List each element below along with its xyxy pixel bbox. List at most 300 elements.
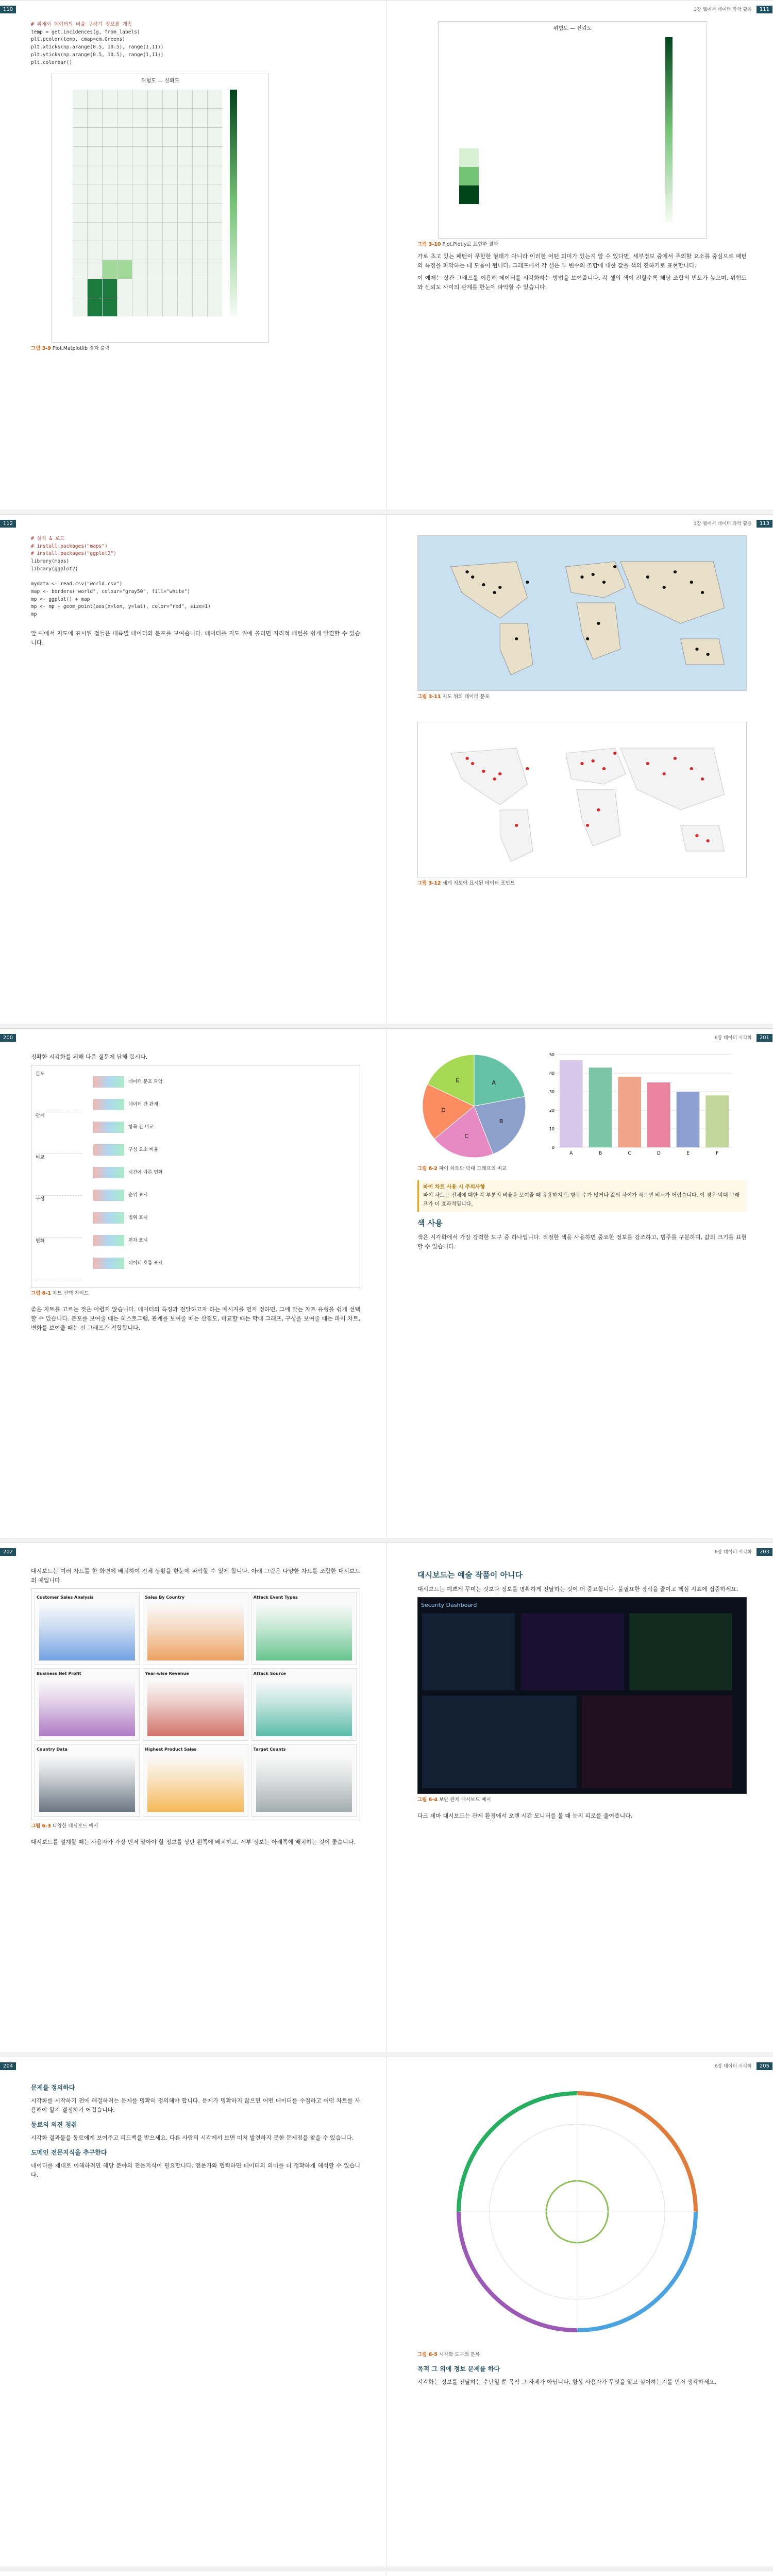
bar (647, 1082, 670, 1147)
heatmap-cell (103, 109, 117, 127)
question-label: 구성 (36, 1196, 82, 1238)
page-201 (386, 1029, 772, 1538)
body-paragraph: 시각화 결과물을 동료에게 보여주고 피드백을 받으세요. 다른 사람의 시각에서 보면 미처 발견하지 못한 문제점을 찾을 수 있습니다. (31, 2134, 354, 2141)
running-head: 3장 웹에서 데이터 과학 활용 (694, 7, 752, 12)
dashboard-tile-graphic (39, 1604, 135, 1660)
section-heading: 동료의 의견 청취 (31, 2121, 77, 2129)
heatmap-cell (148, 223, 162, 241)
heatmap-cell (208, 184, 222, 203)
dashboard-tile-graphic (39, 1680, 135, 1736)
heatmap-cell (163, 165, 177, 184)
heatmap-cell (73, 204, 87, 222)
heatmap-cell (479, 56, 498, 74)
heatmap-cell (193, 147, 207, 165)
heatmap-cell (577, 111, 596, 130)
guide-item-label: 범위 표시 (128, 1215, 148, 1221)
heatmap-cell (557, 56, 577, 74)
heatmap-cell (132, 223, 147, 241)
y-tick-label: 50 (549, 1053, 554, 1057)
heatmap-cell (103, 165, 117, 184)
guide-item (93, 1207, 355, 1229)
map-point (586, 824, 589, 827)
dashboard-tile (143, 1744, 248, 1817)
heatmap-cell (537, 130, 557, 148)
x-tick-label: D (657, 1151, 661, 1156)
map-point (674, 570, 677, 573)
heatmap-cell (178, 109, 192, 127)
heatmap-cell (479, 93, 498, 111)
heatmap-cell (132, 260, 147, 279)
chart-thumbnail (93, 1122, 124, 1133)
heatmap-cell (459, 185, 479, 204)
heatmap-cell (596, 167, 616, 185)
heatmap-cell (193, 128, 207, 146)
circle-diagram (417, 2078, 737, 2346)
figure-caption: 그림 3-10 Plot.Plotly로 표현한 결과 (417, 242, 498, 247)
heatmap-cell (132, 184, 147, 203)
chart-thumbnail (93, 1167, 124, 1178)
x-tick-label: C (628, 1151, 631, 1156)
heatmap-cell (537, 56, 557, 74)
pie-chart (417, 1049, 531, 1163)
heatmap-cell (577, 167, 596, 185)
page-content (31, 535, 360, 1013)
heatmap-cell (193, 204, 207, 222)
heatmap-cell (459, 37, 479, 56)
heatmap-cell (88, 298, 102, 317)
heatmap-cell (103, 298, 117, 317)
page-number: 112 (0, 520, 16, 528)
heatmap-cell (616, 111, 635, 130)
dark-panel (422, 1613, 515, 1690)
heatmap-cell (73, 223, 87, 241)
guide-item (93, 1071, 355, 1093)
body-paragraph: 데이터를 제대로 이해하려면 해당 분야의 전문지식이 필요합니다. 전문가와 협력하면 데이터의 의미를 더 정확하게 해석할 수 있습니다. (31, 2162, 360, 2178)
guide-items (93, 1071, 355, 1275)
guide-item-label: 구성 요소 비율 (128, 1147, 158, 1153)
chart-thumbnail (93, 1076, 124, 1088)
code-line: library(maps) (31, 558, 70, 565)
heatmap-cell (88, 279, 102, 298)
code-line: plt.xticks(np.arange(0.5, 10.5), range(1,11)) (31, 44, 164, 50)
map-point (493, 777, 496, 781)
heatmap-cell (577, 148, 596, 167)
heatmap-cell (479, 111, 498, 130)
question-labels (36, 1071, 82, 1279)
world-map-1 (417, 535, 747, 691)
heatmap-cell (498, 130, 518, 148)
guide-item-label: 데이터 간 관계 (128, 1101, 158, 1107)
heatmap-cell (596, 185, 616, 204)
heatmap-cell (193, 298, 207, 317)
figure-caption: 그림 6-2 파이 차트와 막대 그래프의 비교 (417, 1166, 507, 1172)
heatmap-cell (178, 128, 192, 146)
dashboard-tile-title: Year-wise Revenue (145, 1671, 189, 1676)
heatmap-cell (459, 74, 479, 93)
heatmap-cell (148, 298, 162, 317)
pie-label: B (499, 1117, 503, 1125)
body-paragraph: 다크 테마 대시보드는 관제 환경에서 오랜 시간 모니터를 볼 때 눈의 피로를 줄여줍니다. (417, 1812, 633, 1819)
dashboard-tile (251, 1668, 357, 1741)
heatmap-cell (117, 279, 132, 298)
figure-caption: 그림 3-11 지도 위의 데이터 분포 (417, 694, 490, 700)
heatmap-cell (518, 130, 537, 148)
heatmap-cell (148, 165, 162, 184)
heatmap-cell (88, 90, 102, 108)
heatmap-cell (178, 298, 192, 317)
heatmap-cell (193, 279, 207, 298)
figure-caption: 그림 6-3 다양한 대시보드 예시 (31, 1823, 98, 1829)
heatmap-cell (132, 147, 147, 165)
heatmap-cell (557, 93, 577, 111)
code-line (31, 573, 360, 581)
heatmap-cell (479, 167, 498, 185)
body-paragraph: 시각화는 정보를 전달하는 수단일 뿐 목적 그 자체가 아닙니다. 항상 사용자가 무엇을 알고 싶어하는지를 먼저 생각하세요. (417, 2378, 717, 2385)
question-label: 비교 (36, 1154, 82, 1196)
heatmap-cell (518, 111, 537, 130)
heatmap-cell (208, 241, 222, 260)
heatmap-title: 위험도 — 신뢰도 (553, 26, 592, 31)
heatmap-cell (117, 90, 132, 108)
page-content (31, 1564, 360, 2042)
map-point (690, 581, 693, 584)
code-line: # install.packages("maps") (31, 543, 108, 549)
dashboard-tile-graphic (147, 1756, 243, 1812)
dashboard-tile-title: Customer Sales Analysis (37, 1595, 94, 1600)
map-point (597, 808, 600, 811)
code-line: plt.colorbar() (31, 59, 73, 65)
page-206 (0, 2571, 386, 2576)
heatmap-cell (518, 37, 537, 56)
heatmap-cell (117, 204, 132, 222)
map-point (613, 752, 616, 755)
heatmap-cell (596, 93, 616, 111)
page-112 (0, 515, 386, 1024)
map-point (701, 777, 704, 781)
heatmap-cell (103, 279, 117, 298)
code-block (31, 535, 360, 619)
page-number: 202 (0, 1548, 16, 1556)
heatmap-cell (635, 56, 655, 74)
heatmap-cell (537, 185, 557, 204)
heatmap-grid (73, 90, 222, 316)
heatmap-cell (163, 147, 177, 165)
guide-item-label: 편차 표시 (128, 1238, 148, 1243)
code-line: library(ggplot2) (31, 566, 78, 572)
page-content (417, 21, 747, 499)
heatmap-cell (193, 90, 207, 108)
pie-label: C (464, 1133, 468, 1140)
guide-item (93, 1161, 355, 1184)
heatmap-cell (616, 167, 635, 185)
heatmap-cell (117, 109, 132, 127)
heatmap-cell (73, 147, 87, 165)
code-line: plt.pcolor(temp, cmap=cm.Greens) (31, 37, 126, 43)
heatmap-cell (88, 204, 102, 222)
heatmap-cell (178, 90, 192, 108)
heatmap-cell (616, 204, 635, 223)
heatmap-cell (117, 241, 132, 260)
heatmap-cell (459, 56, 479, 74)
heatmap-cell (73, 241, 87, 260)
y-tick-label: 30 (549, 1090, 554, 1094)
heatmap-cell (596, 111, 616, 130)
heatmap-cell (117, 223, 132, 241)
map-point (597, 622, 600, 625)
chart-row (417, 1049, 747, 1163)
heatmap-cell (88, 109, 102, 127)
heatmap-cell (596, 56, 616, 74)
heatmap-cell (73, 90, 87, 108)
heatmap-cell (103, 184, 117, 203)
code-line: mp (31, 612, 37, 618)
heatmap-cell (616, 130, 635, 148)
section-heading: 도메인 전문지식을 추구한다 (31, 2149, 107, 2157)
heatmap-cell (132, 241, 147, 260)
heatmap-cell (148, 279, 162, 298)
map-point (493, 591, 496, 594)
heatmap-cell (178, 165, 192, 184)
heatmap-cell (117, 260, 132, 279)
guide-item-label: 데이터 흐름 표시 (128, 1260, 163, 1266)
heatmap-cell (557, 148, 577, 167)
heatmap-cell (616, 148, 635, 167)
map-point (580, 762, 583, 765)
heatmap-cell (103, 241, 117, 260)
heatmap-cell (103, 128, 117, 146)
dashboard-tile-graphic (39, 1756, 135, 1812)
heatmap-cell (103, 260, 117, 279)
heatmap-cell (518, 185, 537, 204)
figure-caption: 그림 6-5 시각화 도구의 분류 (417, 2352, 480, 2358)
page-202 (0, 1543, 386, 2052)
guide-item (93, 1139, 355, 1161)
code-line: # 위에서 데이터의 비율 구하기 정보를 계속 (31, 22, 132, 27)
body-paragraph: 정확한 시각화를 위해 다음 질문에 답해 봅시다. (31, 1054, 148, 1060)
map-point (515, 637, 518, 640)
heatmap-grid (459, 37, 655, 223)
heatmap-cell (132, 279, 147, 298)
page-number: 203 (757, 1548, 772, 1556)
heatmap-cell (616, 185, 635, 204)
dashboard-tile-title: Highest Product Sales (145, 1747, 197, 1752)
heatmap-cell (635, 37, 655, 56)
heatmap-cell (163, 279, 177, 298)
page-number: 205 (757, 2062, 772, 2070)
heatmap-cell (537, 37, 557, 56)
heatmap-cell (596, 130, 616, 148)
map-point (646, 575, 649, 579)
heatmap-cell (148, 184, 162, 203)
guide-item-label: 시간에 따른 변화 (128, 1170, 163, 1175)
dashboard-tile-title: Attack Event Types (253, 1595, 298, 1600)
dashboard-tile-title: Business Net Profit (37, 1671, 81, 1676)
page-number: 204 (0, 2062, 16, 2070)
running-head: 6장 데이터 시각화 (714, 2064, 752, 2069)
heatmap-cell (178, 241, 192, 260)
dark-dashboard (417, 1597, 747, 1794)
body-paragraph: 이 예제는 상관 그래프를 이용해 데이터를 시각화하는 방법을 보여줍니다. 각 셀의 색이 진할수록 해당 조합의 빈도가 높으며, 위험도와 신뢰도 사이의 관계를 한눈에 파악할 수 있습니다. (417, 274, 747, 291)
dashboard-tile-graphic (147, 1680, 243, 1736)
heatmap-cell (557, 204, 577, 223)
heatmap-cell (498, 74, 518, 93)
map-point (592, 573, 595, 576)
page-content (417, 1049, 747, 1528)
body-paragraph: 앞 예에서 지도에 표시된 점들은 대륙별 데이터의 분포를 보여줍니다. 데이터를 지도 위에 올리면 지리적 패턴을 쉽게 발견할 수 있습니다. (31, 630, 360, 647)
heatmap-cell (103, 147, 117, 165)
heatmap-cell (479, 148, 498, 167)
heatmap-cell (596, 74, 616, 93)
body-paragraph: 대시보드는 예쁘게 꾸미는 것보다 정보를 명확하게 전달하는 것이 더 중요합니다. 불필요한 장식을 줄이고 핵심 지표에 집중하세요. (417, 1585, 738, 1592)
heatmap-cell (117, 184, 132, 203)
page-content (417, 1564, 747, 2042)
heatmap-cell (577, 74, 596, 93)
heatmap-cell (557, 130, 577, 148)
dashboard-tile (251, 1744, 357, 1817)
map-point (646, 762, 649, 765)
heatmap-cell (178, 184, 192, 203)
heatmap-cell (616, 37, 635, 56)
map-point (471, 762, 474, 765)
heatmap-cell (73, 109, 87, 127)
map-point (586, 637, 589, 640)
code-line: # 설치 & 로드 (31, 536, 65, 541)
y-tick-label: 20 (549, 1108, 554, 1113)
map-point (482, 583, 485, 586)
heatmap-cell (208, 128, 222, 146)
heatmap-cell (117, 165, 132, 184)
dark-panel (629, 1613, 732, 1690)
heatmap-cell (163, 260, 177, 279)
y-tick-label: 10 (549, 1127, 554, 1131)
dashboard-tile-title: Country Data (37, 1747, 68, 1752)
heatmap-cell (148, 260, 162, 279)
question-label: 관계 (36, 1112, 82, 1154)
heatmap-cell (596, 204, 616, 223)
chart-guide-figure (31, 1065, 360, 1287)
map-point (602, 581, 606, 584)
heatmap-cell (596, 37, 616, 56)
map-point (706, 839, 709, 842)
heatmap-cell (73, 184, 87, 203)
heatmap-cell (178, 147, 192, 165)
y-tick-label: 40 (549, 1071, 554, 1076)
dashboard-tile-title: Attack Source (253, 1671, 286, 1676)
heatmap-cell (557, 185, 577, 204)
pie-label: E (456, 1077, 460, 1084)
heatmap-cell (498, 93, 518, 111)
chart-thumbnail (93, 1099, 124, 1110)
guide-item (93, 1116, 355, 1139)
heatmap-cell (459, 148, 479, 167)
heatmap-cell (163, 90, 177, 108)
heatmap-title: 위험도 — 신뢰도 (141, 78, 180, 84)
heatmap-cell (557, 167, 577, 185)
dark-dashboard-title: Security Dashboard (421, 1601, 477, 1608)
heatmap-cell (635, 111, 655, 130)
heatmap-cell (88, 128, 102, 146)
heatmap-cell (498, 148, 518, 167)
heatmap-cell (616, 74, 635, 93)
bar (618, 1077, 641, 1147)
chart-thumbnail (93, 1212, 124, 1224)
body-paragraph: 대시보드를 설계할 때는 사용자가 가장 먼저 알아야 할 정보를 상단 왼쪽에 배치하고, 세부 정보는 아래쪽에 배치하는 것이 좋습니다. (31, 1838, 356, 1845)
page-content (31, 1049, 360, 1528)
heatmap-cell (163, 223, 177, 241)
guide-item (93, 1093, 355, 1116)
map-point (701, 591, 704, 594)
heatmap-cell (208, 90, 222, 108)
dashboard-tile-graphic (256, 1756, 352, 1812)
heatmap-cell (208, 109, 222, 127)
guide-item-label: 항목 간 비교 (128, 1124, 154, 1130)
bar (560, 1060, 583, 1147)
heatmap-cell (163, 184, 177, 203)
running-head: 6장 데이터 시각화 (714, 1550, 752, 1555)
section-heading: 문제를 정의하다 (31, 2084, 75, 2091)
heatmap-cell (459, 167, 479, 185)
heatmap-cell (616, 93, 635, 111)
heatmap-cell (459, 111, 479, 130)
heatmap-cell (193, 109, 207, 127)
page-204 (0, 2057, 386, 2566)
spread-5 (0, 2057, 773, 2566)
bar (677, 1092, 700, 1147)
heatmap-cell (518, 167, 537, 185)
page-200 (0, 1029, 386, 1538)
question-label: 변화 (36, 1238, 82, 1279)
section-heading: 목적 그 외에 정보 문제를 하다 (417, 2365, 500, 2372)
spread-1 (0, 0, 773, 510)
heatmap-cell (616, 56, 635, 74)
heatmap-cell (577, 93, 596, 111)
map-point (602, 767, 606, 770)
heatmap-cell (518, 56, 537, 74)
section-heading: 색 사용 (417, 1218, 443, 1228)
body-paragraph: 좋은 차트를 고르는 것은 어렵지 않습니다. 데이터의 특징과 전달하고자 하는 메시지를 먼저 정하면, 그에 맞는 차트 유형을 쉽게 선택할 수 있습니다. 분포를 보여줄 때는 히스토그램, 관계를 보여줄 때는 산점도, 비교할 때는 막대 그래프, 구성을 보여줄 때는 파이 차트, 변화를 보여줄 때는 선 그래프가 적합합니다. (31, 1306, 360, 1332)
heatmap-cell (635, 148, 655, 167)
map-point (498, 772, 501, 775)
heatmap-cell (479, 37, 498, 56)
guide-item-label: 순위 표시 (128, 1192, 148, 1198)
chart-thumbnail (93, 1144, 124, 1156)
dashboard-tile (35, 1668, 140, 1741)
bar (589, 1067, 612, 1147)
map-point (465, 570, 468, 573)
y-tick-label: 0 (551, 1145, 554, 1150)
colorbar (230, 90, 237, 316)
heatmap-cell (518, 93, 537, 111)
map-point (613, 565, 616, 568)
map-point (695, 834, 698, 837)
page-113 (386, 515, 772, 1024)
colorbar (665, 37, 673, 223)
page-205 (386, 2057, 772, 2566)
map-point (465, 757, 468, 760)
heatmap-cell (88, 147, 102, 165)
heatmap-cell (88, 165, 102, 184)
heatmap-cell (518, 148, 537, 167)
map-point (690, 767, 693, 770)
code-line: temp = get.incidences(g, from_labels) (31, 29, 140, 35)
map-point (706, 653, 709, 656)
code-line: # install.packages("ggplot2") (31, 551, 116, 557)
heatmap-cell (596, 148, 616, 167)
heatmap-cell (498, 111, 518, 130)
heatmap-cell (132, 109, 147, 127)
heatmap-cell (178, 223, 192, 241)
heatmap-cell (117, 147, 132, 165)
